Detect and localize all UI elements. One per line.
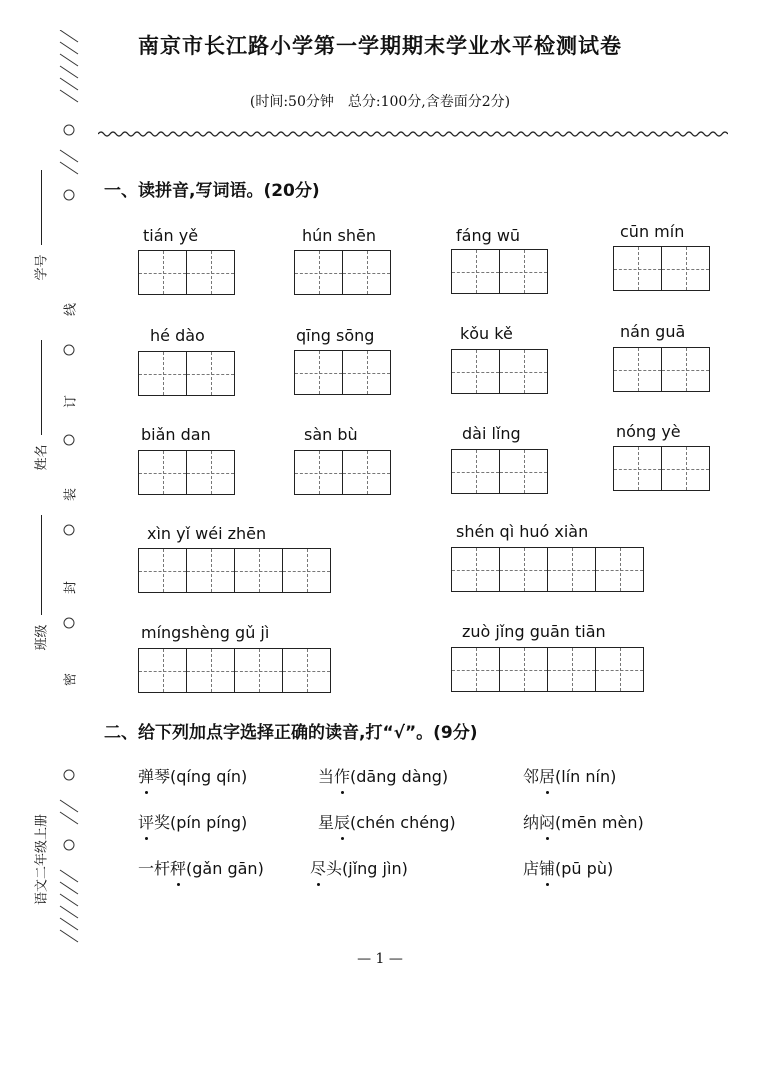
reading-item[interactable]: 店铺(pū pù) [523, 856, 613, 879]
write-grid-4[interactable] [451, 647, 644, 692]
section1-heading: 一、读拼音,写词语。(20分) [104, 181, 320, 201]
reading-item[interactable]: 当作(dāng dàng) [318, 764, 448, 787]
write-grid-2[interactable] [138, 450, 235, 495]
write-grid-2[interactable] [613, 347, 710, 392]
reading-item[interactable]: 评奖(pín píng) [138, 810, 247, 833]
pinyin-options: (lín nín) [555, 767, 617, 786]
field-line-name[interactable] [41, 340, 42, 435]
write-grid-2[interactable] [294, 450, 391, 495]
dotted-char: 尽 [310, 856, 326, 879]
seal-char-feng: 封 [63, 581, 79, 595]
pinyin-options: (dāng dàng) [350, 767, 449, 786]
pinyin-label: xìn yǐ wéi zhēn [147, 524, 267, 543]
seal-char-zhuang: 装 [63, 488, 79, 502]
pinyin-label: nóng yè [616, 422, 681, 441]
write-grid-4[interactable] [138, 648, 331, 693]
field-label-class: 班级 [34, 624, 50, 651]
write-grid-2[interactable] [138, 250, 235, 295]
write-grid-2[interactable] [138, 351, 235, 396]
write-grid-2[interactable] [294, 350, 391, 395]
pinyin-label: hé dào [150, 326, 205, 345]
pinyin-options: (gǎn gān) [186, 859, 264, 878]
field-label-name: 姓名 [34, 444, 50, 471]
write-grid-4[interactable] [138, 548, 331, 593]
pinyin-label: míngshèng gǔ jì [141, 623, 270, 642]
write-grid-2[interactable] [294, 250, 391, 295]
pinyin-label: shén qì huó xiàn [456, 522, 589, 541]
pinyin-options: (pín píng) [170, 813, 248, 832]
pinyin-label: cūn mín [620, 222, 685, 241]
page-title: 南京市长江路小学第一学期期末学业水平检测试卷 [138, 34, 622, 58]
header-divider [98, 128, 728, 140]
pinyin-label: sàn bù [304, 425, 358, 444]
field-line-student-id[interactable] [41, 170, 42, 245]
reading-item[interactable]: 邻居(lín nín) [523, 764, 616, 787]
section2-heading: 二、给下列加点字选择正确的读音,打“√”。(9分) [104, 723, 478, 743]
pinyin-options: (pū pù) [555, 859, 614, 878]
binding-margin [54, 30, 84, 950]
pinyin-label: dài lǐng [462, 424, 521, 443]
dotted-char: 闷 [539, 810, 555, 833]
write-grid-2[interactable] [451, 349, 548, 394]
write-grid-4[interactable] [451, 547, 644, 592]
pinyin-options: (chén chéng) [350, 813, 456, 832]
pinyin-options: (qíng qín) [170, 767, 248, 786]
pinyin-label: nán guā [620, 322, 686, 341]
dotted-char: 秤 [170, 856, 186, 879]
reading-item[interactable]: 一杆秤(gǎn gān) [138, 856, 264, 879]
dotted-char: 铺 [539, 856, 555, 879]
reading-item[interactable]: 纳闷(mēn mèn) [523, 810, 644, 833]
dotted-char: 作 [334, 764, 350, 787]
seal-char-ding: 订 [63, 395, 79, 409]
pinyin-options: (mēn mèn) [555, 813, 644, 832]
page-number: — 1 — [357, 951, 403, 967]
write-grid-2[interactable] [613, 446, 710, 491]
dotted-char: 居 [539, 764, 555, 787]
page-subtitle: (时间:50分钟 总分:100分,含卷面分2分) [249, 94, 511, 110]
pinyin-options: (jǐng jìn) [342, 859, 408, 878]
pinyin-label: fáng wū [456, 226, 521, 245]
field-line-class[interactable] [41, 515, 42, 615]
field-label-student-id: 学号 [34, 254, 50, 281]
reading-item[interactable]: 弹琴(qíng qín) [138, 764, 247, 787]
dotted-char: 评 [138, 810, 154, 833]
dotted-char: 弹 [138, 764, 154, 787]
pinyin-label: qīng sōng [296, 326, 375, 345]
pinyin-label: hún shēn [302, 226, 376, 245]
reading-item[interactable]: 星辰(chén chéng) [318, 810, 456, 833]
pinyin-label: kǒu kě [460, 324, 513, 343]
pinyin-label: zuò jǐng guān tiān [462, 622, 606, 641]
write-grid-2[interactable] [451, 449, 548, 494]
book-label: 语文二年级上册 [34, 814, 50, 906]
write-grid-2[interactable] [451, 249, 548, 294]
seal-char-mi: 密 [63, 673, 79, 687]
seal-char-xian: 线 [63, 303, 79, 317]
write-grid-2[interactable] [613, 246, 710, 291]
reading-item[interactable]: 尽头(jǐng jìn) [310, 856, 408, 879]
dotted-char: 辰 [334, 810, 350, 833]
pinyin-label: biǎn dan [141, 425, 211, 444]
pinyin-label: tián yě [143, 226, 199, 245]
